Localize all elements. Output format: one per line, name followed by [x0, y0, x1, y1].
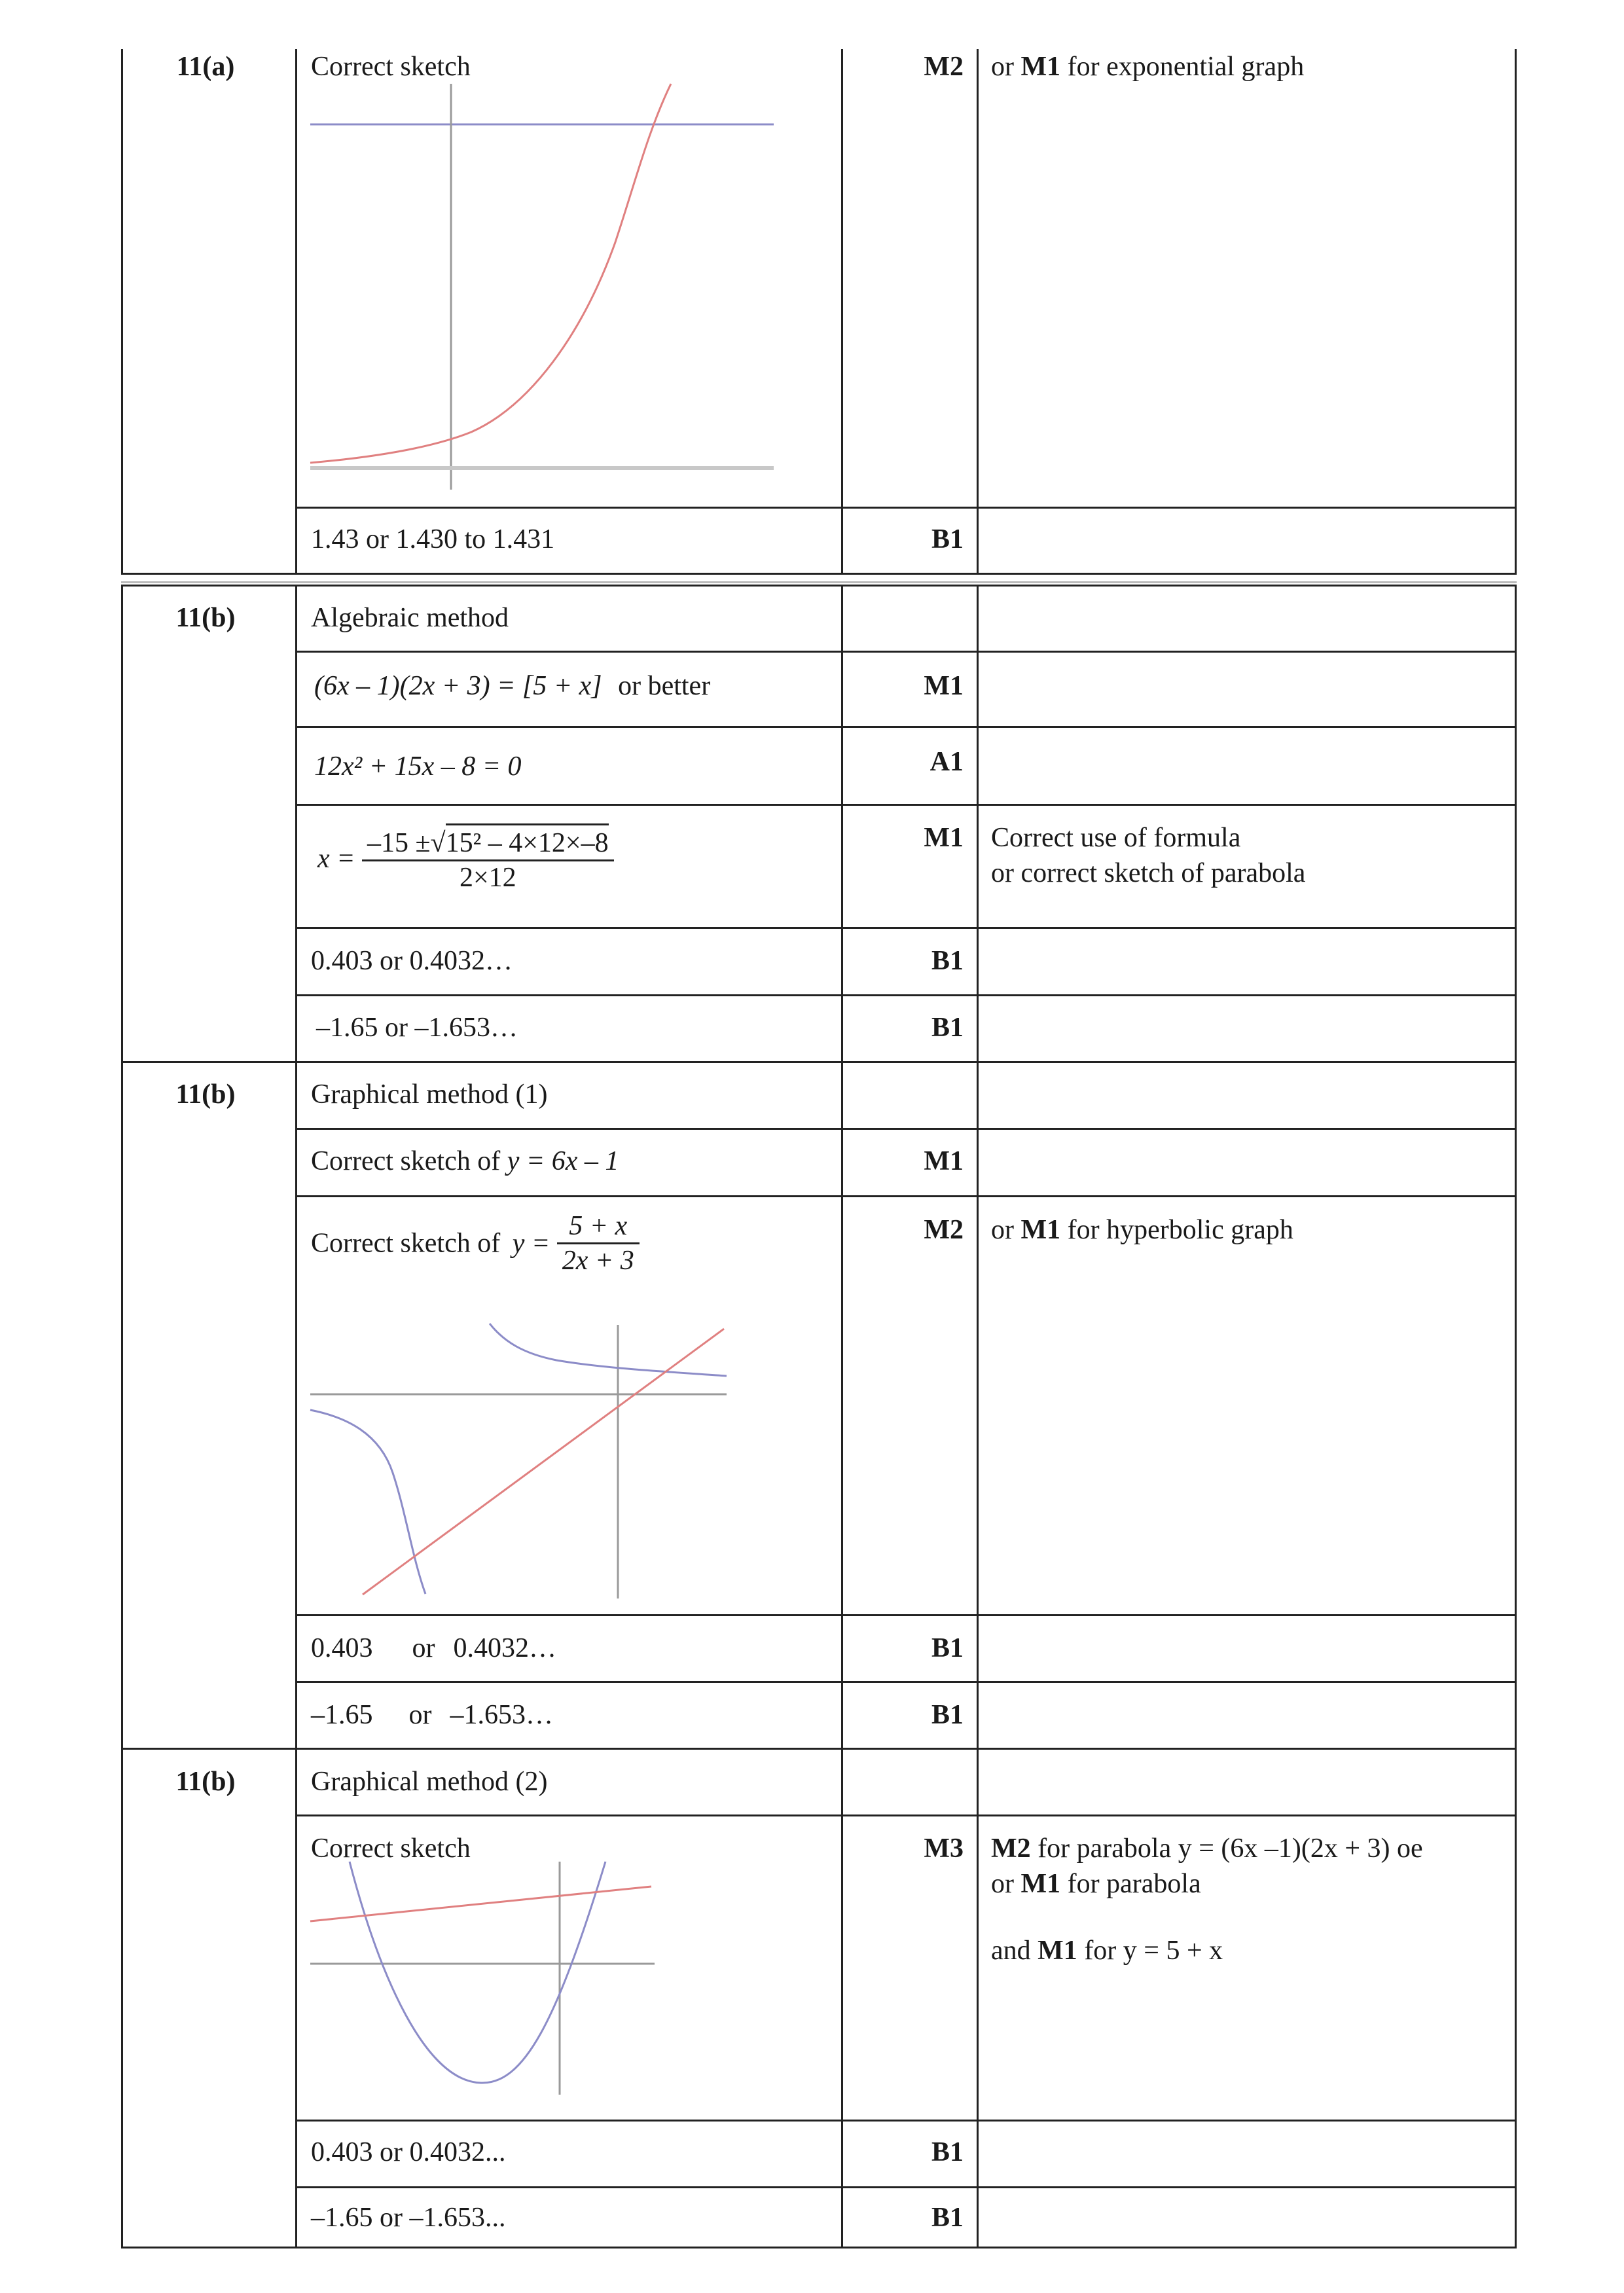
row-divider [121, 585, 1517, 587]
root-value: 0.403 or 0.4032... [311, 2137, 506, 2167]
row-divider [121, 1748, 1517, 1750]
column-divider [977, 585, 979, 2247]
method-title: Graphical method (1) [311, 1079, 548, 1110]
numerator-term: –15 ± [367, 828, 431, 858]
fraction-numerator: 5 + x [557, 1210, 640, 1244]
row-divider [295, 726, 1517, 728]
mark-code: M1 [924, 671, 964, 701]
label-text: Correct sketch of [311, 1228, 501, 1259]
table-border [1515, 49, 1517, 573]
row-divider [295, 2186, 1517, 2188]
line-graph [363, 1329, 724, 1595]
column-divider [295, 49, 297, 573]
root-value [311, 1631, 556, 1665]
hyperbola-fraction [557, 1210, 640, 1277]
column-divider [977, 49, 979, 573]
note-mark: M1 [1020, 52, 1061, 82]
root-value [311, 1698, 553, 1732]
row-divider [295, 2120, 1517, 2121]
mark-code: B1 [931, 2137, 964, 2167]
mark-code: B1 [931, 946, 964, 976]
row-divider [121, 573, 1517, 575]
mark-code: B1 [931, 2203, 964, 2233]
mark-code: A1 [929, 747, 964, 777]
equation: y = 6x – 1 [507, 1146, 619, 1176]
fraction-denominator: 2x + 3 [562, 1246, 634, 1276]
method-title: Algebraic method [311, 603, 509, 633]
quadratic-formula [317, 823, 614, 894]
sketch-label [311, 1144, 619, 1178]
row-divider [295, 1681, 1517, 1683]
column-divider [841, 585, 843, 2247]
row-divider [295, 1128, 1517, 1130]
root-value: –1.65 or –1.653... [311, 2203, 506, 2233]
exponential-sketch [308, 79, 779, 497]
note-text: or [991, 1215, 1014, 1245]
mark-code: B1 [931, 1013, 964, 1043]
row-divider [295, 804, 1517, 806]
note-text: for parabola y = (6x –1)(2x + 3) oe [1038, 1833, 1423, 1864]
label-text: Correct sketch of [311, 1146, 501, 1176]
question-number: 11(b) [175, 603, 236, 633]
formula-fraction [362, 823, 614, 894]
row-divider [121, 2247, 1517, 2248]
guidance-note [991, 1934, 1223, 1968]
formula-lhs: x = [317, 844, 355, 874]
answer-value: 1.43 or 1.430 to 1.431 [311, 524, 555, 554]
row-divider [295, 507, 1517, 509]
guidance-note [991, 1832, 1423, 1866]
mark-code: M1 [924, 1146, 964, 1176]
quadratic-equation: 12x² + 15x – 8 = 0 [314, 751, 522, 782]
row-divider [295, 927, 1517, 929]
column-divider [295, 585, 297, 2247]
root-value: –1.65 or –1.653… [316, 1013, 518, 1043]
note-text: for exponential graph [1067, 52, 1305, 82]
exponential-curve [310, 84, 671, 463]
root-text: or [408, 1700, 432, 1730]
formula-numerator: –15 ±√15² – 4×12×–8 [362, 823, 614, 861]
note-text: for y = 5 + x [1084, 1936, 1223, 1966]
mark-code: M3 [924, 1833, 964, 1864]
note-mark: M1 [1038, 1936, 1077, 1966]
question-number: 11(b) [175, 1767, 236, 1797]
note-mark: M2 [991, 1833, 1031, 1864]
equation: (6x – 1)(2x + 3) = [5 + x] [314, 671, 602, 701]
question-number: 11(a) [176, 52, 235, 82]
root-value: 0.403 or 0.4032… [311, 946, 513, 976]
method-title: Graphical method (2) [311, 1767, 548, 1797]
note-mark: M1 [1020, 1215, 1061, 1245]
double-rule [121, 581, 1517, 583]
formula-denominator: 2×12 [459, 863, 516, 893]
root-text: 0.403 [311, 1633, 373, 1663]
mark-code: B1 [931, 524, 964, 554]
row-divider [295, 651, 1517, 653]
working-step [314, 669, 710, 703]
guidance-note [991, 1867, 1201, 1901]
mark-code: B1 [931, 1700, 964, 1730]
sketch-label: Correct sketch [311, 1833, 471, 1864]
hyperbola-upper-branch [490, 1324, 727, 1376]
question-number: 11(b) [175, 1079, 236, 1110]
sketch-label: Correct sketch [311, 52, 471, 82]
column-divider [841, 49, 843, 573]
note-text: or [991, 52, 1014, 82]
root-text: –1.653… [450, 1700, 553, 1730]
note-text: or better [618, 671, 711, 701]
table-border [1515, 585, 1517, 2247]
note-text: for hyperbolic graph [1067, 1215, 1293, 1245]
guidance-note [991, 50, 1304, 84]
root-text: or [412, 1633, 435, 1663]
row-divider [295, 1195, 1517, 1197]
mark-code: M1 [924, 823, 964, 853]
sketch-label [311, 1210, 640, 1277]
row-divider [121, 1061, 1517, 1063]
guidance-note: or correct sketch of parabola [991, 858, 1306, 888]
mark-code: M2 [924, 52, 964, 82]
table-border [121, 585, 123, 2247]
note-text: for parabola [1067, 1869, 1201, 1899]
row-divider [295, 1614, 1517, 1616]
guidance-note: Correct use of formula [991, 823, 1241, 853]
root-text: –1.65 [311, 1700, 373, 1730]
guidance-note [991, 1213, 1293, 1247]
note-mark: M1 [1020, 1869, 1061, 1899]
row-divider [295, 1815, 1517, 1816]
row-divider [295, 994, 1517, 996]
parabola-line-sketch [308, 1859, 661, 2101]
radicand: 15² – 4×12×–8 [446, 823, 609, 859]
hyperbola-lower-branch [310, 1410, 425, 1594]
table-border [121, 49, 123, 573]
root-text: 0.4032… [453, 1633, 556, 1663]
mark-code: B1 [931, 1633, 964, 1663]
hyperbola-line-sketch [308, 1322, 733, 1610]
equation-lhs: y = [512, 1228, 550, 1259]
note-text: or [991, 1869, 1014, 1899]
mark-code: M2 [924, 1215, 964, 1245]
note-text: and [991, 1936, 1031, 1966]
